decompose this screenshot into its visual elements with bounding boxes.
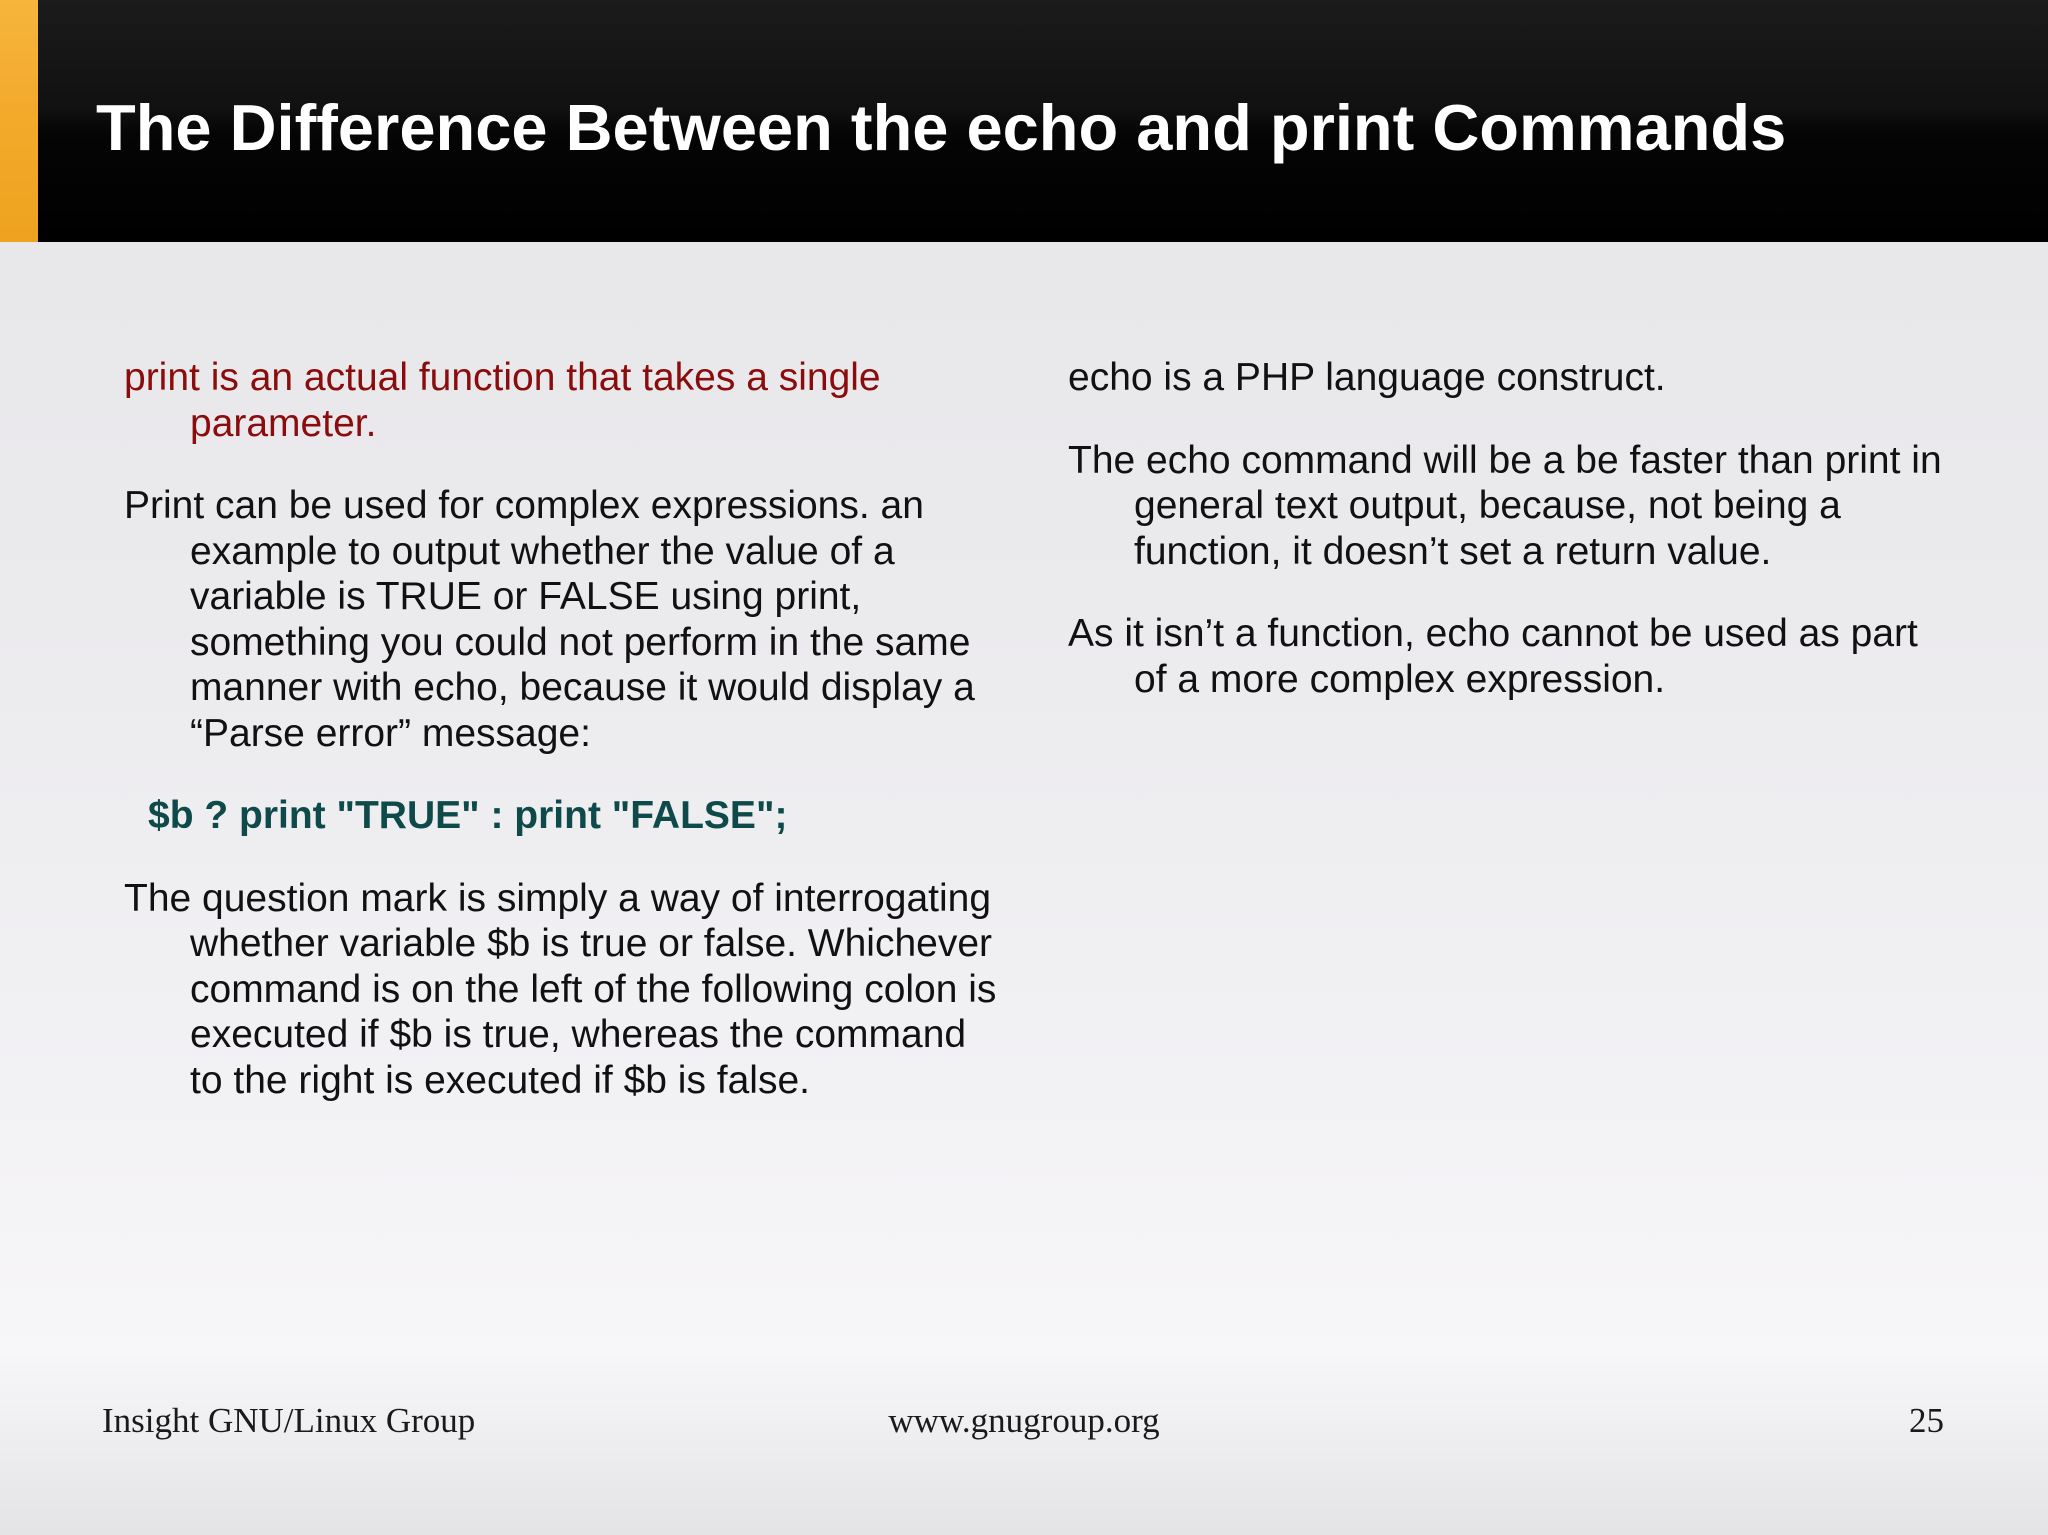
slide-title: The Difference Between the echo and print Commands [96, 91, 1787, 164]
page-number: 25 [1909, 1401, 1944, 1440]
footer-organization: Insight GNU/Linux Group [102, 1401, 476, 1440]
footer-website: www.gnugroup.org [888, 1401, 1160, 1440]
print-expressions-paragraph: Print can be used for complex expressions. an example to output whether the value of a variable is TRUE or FALSE using print, something you could not perform in the same manner with echo, because it would display a “Parse error” message: [124, 484, 975, 755]
question-mark-paragraph: The question mark is simply a way of interrogating whether variable $b is true or false. Whichever command is on the left of the following colon is executed if $b is true, whereas the command to the right is executed if $b is false. [124, 876, 997, 1102]
echo-construct-paragraph: echo is a PHP language construct. [1068, 356, 1666, 399]
right-column [1068, 355, 1948, 739]
accent-strip [0, 0, 38, 242]
code-example: $b ? print "TRUE" : print "FALSE"; [148, 794, 788, 837]
echo-faster-paragraph: The echo command will be a be faster than print in general text output, because, not being a function, it doesn’t set a return value. [1068, 438, 1942, 573]
left-column [124, 355, 1004, 1140]
print-function-paragraph: print is an actual function that takes a single parameter. [124, 356, 881, 445]
echo-not-function-paragraph: As it isn’t a function, echo cannot be used as part of a more complex expression. [1068, 612, 1918, 701]
